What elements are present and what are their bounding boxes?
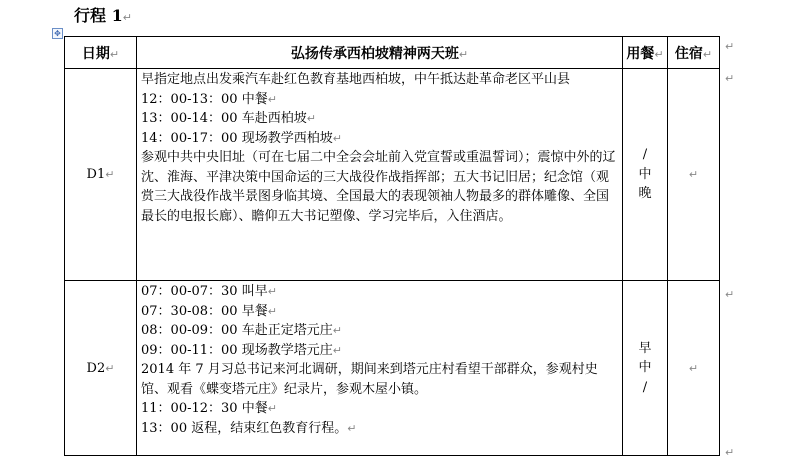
- stay-cell: ↵: [668, 281, 720, 456]
- header-meal: 用餐↵: [623, 37, 668, 69]
- schedule-line: 12：00-13：00 中餐↵: [141, 91, 277, 107]
- schedule-line: 参观中共中央旧址（可在七届二中全会会址前入党宣誓或重温誓词）；震惊中外的辽沈、淮海、平津决策中国命运的三大战役作战指挥部；五大书记旧居；纪念馆（观赏三大战役作战半景图身临其境、全国最大的表现领袖人物最多的群体雕像、全国最长的电报长廊）、瞻仰五大书记塑像、学习完毕后，入住酒店。: [141, 150, 616, 224]
- schedule-line: 11：00-12：30 中餐↵: [141, 401, 277, 416]
- header-program: 弘扬传承西柏坡精神两天班↵: [137, 37, 623, 69]
- paragraph-mark: ↵: [122, 11, 132, 24]
- meal-cell: [623, 281, 668, 456]
- schedule-cell: [137, 281, 623, 456]
- schedule-line: 2014 年 7 月习总书记来河北调研，期间来到塔元庄村看望干部群众，参观村史馆、观看《蝶变塔元庄》纪录片，参观木屋小镇。: [141, 362, 598, 397]
- schedule-line: 07：30-08：00 早餐↵: [141, 303, 277, 319]
- header-stay: 住宿↵: [668, 37, 720, 69]
- table-row: [65, 281, 720, 456]
- row-end-mark: ↵: [725, 72, 735, 85]
- title-text: 行程 1: [74, 6, 123, 25]
- header-date: 日期↵: [65, 37, 137, 69]
- meal-value: 晚: [638, 186, 652, 202]
- schedule-line: 09：00-11：00 现场教学塔元庄↵: [141, 342, 342, 358]
- row-end-mark: ↵: [725, 40, 735, 53]
- schedule-line: 13：00 返程，结束红色教育行程。↵: [141, 420, 357, 436]
- day-cell: D1↵: [65, 69, 137, 281]
- meal-value: 中: [638, 166, 652, 182]
- meal-cell: [623, 69, 668, 281]
- schedule-line: 14：00-17：00 现场教学西柏坡↵: [141, 130, 342, 146]
- schedule-line: 13：00-14：00 车赴西柏坡↵: [141, 111, 316, 126]
- document-title: [74, 6, 132, 28]
- table-row: [65, 69, 720, 281]
- row-end-mark: ↵: [725, 446, 735, 459]
- schedule-line: 早指定地点出发乘汽车赴红色教育基地西柏坡，中午抵达赴革命老区平山县: [141, 72, 571, 87]
- day-cell: D2↵: [65, 281, 137, 456]
- header-row: [65, 37, 720, 69]
- stay-cell: ↵: [668, 69, 720, 281]
- meal-value: /: [642, 379, 648, 395]
- schedule-line: 08：00-09：00 车赴正定塔元庄↵: [141, 323, 342, 338]
- meal-value: /: [642, 147, 648, 163]
- schedule-cell: [137, 69, 623, 281]
- row-end-mark: ↵: [725, 288, 735, 301]
- schedule-line: 07：00-07：30 叫早↵: [141, 284, 277, 299]
- itinerary-table: [64, 36, 720, 456]
- meal-value: 中: [638, 360, 652, 376]
- table-move-anchor-icon[interactable]: ✥: [52, 28, 63, 39]
- meal-value: 早: [638, 340, 652, 356]
